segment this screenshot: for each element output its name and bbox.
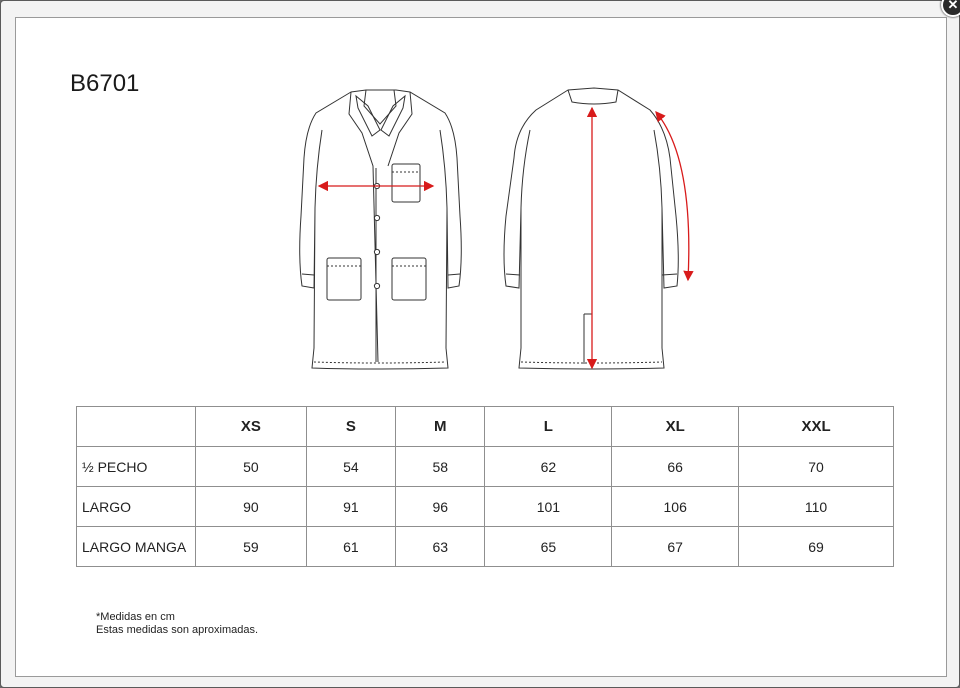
table-row — [77, 487, 894, 527]
table-cell: 90 — [196, 487, 307, 527]
row-label: LARGO — [77, 487, 196, 527]
table-header-cell: S — [306, 407, 395, 447]
row-label: LARGO MANGA — [77, 527, 196, 567]
table-cell: 66 — [612, 447, 739, 487]
table-header-cell: XS — [196, 407, 307, 447]
table-cell: 63 — [396, 527, 485, 567]
table-cell: 61 — [306, 527, 395, 567]
coat-back-icon — [504, 88, 678, 369]
close-icon[interactable]: ✕ — [941, 0, 960, 17]
table-cell: 59 — [196, 527, 307, 567]
table-cell: 50 — [196, 447, 307, 487]
notes-line-units: *Medidas en cm — [96, 611, 175, 623]
table-header-row — [77, 407, 894, 447]
table-cell: 62 — [485, 447, 612, 487]
coat-illustration — [16, 18, 946, 398]
row-label: ½ PECHO — [77, 447, 196, 487]
table-cell: 70 — [739, 447, 894, 487]
table-row — [77, 447, 894, 487]
table-cell: 54 — [306, 447, 395, 487]
coat-front-icon — [300, 90, 462, 369]
table-row — [77, 527, 894, 567]
table-cell: 58 — [396, 447, 485, 487]
measurement-notes — [96, 611, 258, 637]
table-cell: 101 — [485, 487, 612, 527]
table-cell: 91 — [306, 487, 395, 527]
product-code: B6701 — [70, 70, 140, 97]
table-header-cell: L — [485, 407, 612, 447]
notes-line-approx: Estas medidas son aproximadas. — [96, 624, 259, 636]
size-table — [76, 406, 894, 567]
table-cell: 65 — [485, 527, 612, 567]
table-header-cell: XL — [612, 407, 739, 447]
table-header-cell: XXL — [739, 407, 894, 447]
table-cell: 110 — [739, 487, 894, 527]
table-cell: 67 — [612, 527, 739, 567]
table-header-cell: M — [396, 407, 485, 447]
table-cell: 69 — [739, 527, 894, 567]
size-chart-sheet — [15, 17, 947, 677]
table-cell: 106 — [612, 487, 739, 527]
table-cell: 96 — [396, 487, 485, 527]
table-header-cell — [77, 407, 196, 447]
